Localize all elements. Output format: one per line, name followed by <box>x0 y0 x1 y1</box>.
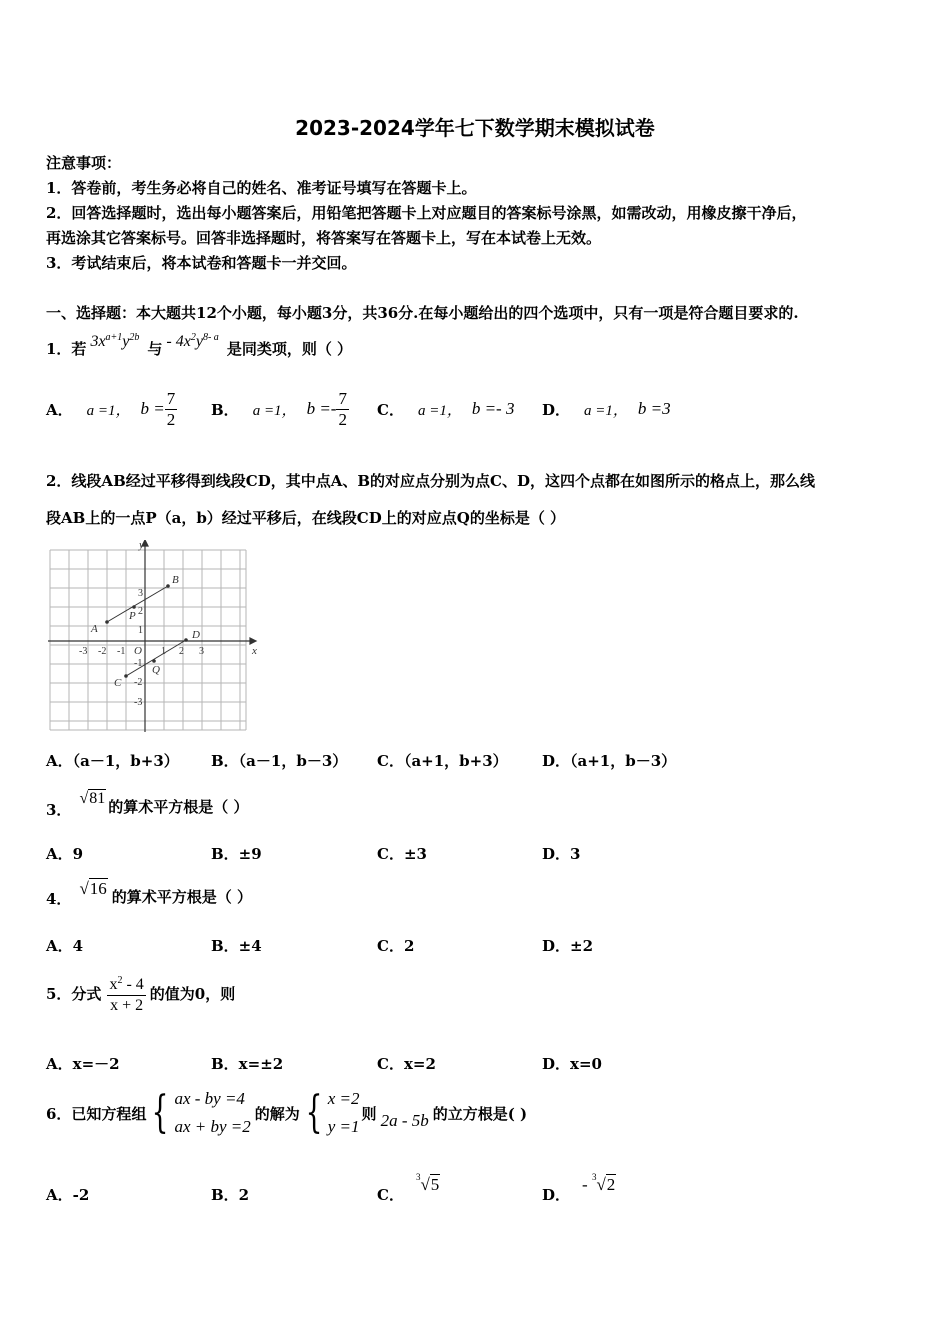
y-axis-label: y <box>139 540 144 551</box>
question-3-sqrt: √81 <box>79 790 106 807</box>
notice-item-3: 3．考试结束后，将本试卷和答题卡一并交回。 <box>46 254 357 272</box>
q1-option-d[interactable]: D． a =1， b =3 <box>542 399 671 419</box>
question-5-tail: 的值为0，则 <box>149 984 236 1003</box>
y-tick-neg3: -3 <box>134 697 143 708</box>
q2-option-b[interactable]: B．（a－1，b－3） <box>211 752 348 770</box>
q6-option-d[interactable]: D． - $^3$√2 <box>542 1171 616 1204</box>
page-title: 2023-2024学年七下数学期末模拟试卷 <box>295 116 655 140</box>
question-1 <box>46 328 352 368</box>
y-tick-neg1: -1 <box>134 658 143 669</box>
y-tick-3: 3 <box>138 588 143 599</box>
q6-option-d-cuberoot: - $^3$√2 <box>582 1171 616 1194</box>
question-3 <box>46 786 248 822</box>
y-tick-neg2: -2 <box>134 677 143 688</box>
q3-option-a[interactable]: A．9 <box>46 845 84 863</box>
x-tick-2: 2 <box>179 646 184 657</box>
q6-option-c-cuberoot: $^3$√5 <box>415 1171 440 1194</box>
q3-option-d[interactable]: D．3 <box>542 845 581 863</box>
question-5-number: 5．分式 <box>46 984 102 1003</box>
question-4-tail: 的算术平方根是（ ） <box>111 887 253 906</box>
question-6-mid: 的解为 <box>254 1104 300 1123</box>
question-6-system-2: { x =2 y =1 <box>305 1087 360 1138</box>
q2-option-a[interactable]: A．（a－1，b+3） <box>46 752 179 770</box>
x-tick-3: 3 <box>199 646 204 657</box>
point-a <box>105 620 109 624</box>
segments <box>107 586 186 676</box>
q3-option-b[interactable]: B．±9 <box>211 845 262 863</box>
notice-item-1: 1．答卷前，考生务必将自己的姓名、准考证号填写在答题卡上。 <box>46 179 477 197</box>
question-4-number: 4． <box>46 889 72 908</box>
point-p <box>132 605 136 609</box>
q2-option-c[interactable]: C．（a+1，b+3） <box>377 752 508 770</box>
q1-option-a[interactable]: A． a =1， b = $\frac{7}{2}$ <box>46 388 176 429</box>
question-4 <box>46 874 252 910</box>
q6-option-b[interactable]: B．2 <box>211 1186 250 1204</box>
q4-option-a[interactable]: A．4 <box>46 937 84 955</box>
q5-option-c[interactable]: C．x=2 <box>377 1055 436 1073</box>
x-axis-label: x <box>252 645 257 657</box>
label-p: P <box>129 610 136 622</box>
question-3-tail: 的算术平方根是（ ） <box>108 797 249 816</box>
x-tick-1: 1 <box>161 646 166 657</box>
question-5 <box>46 968 235 1018</box>
origin-label: O <box>134 645 142 657</box>
q3-option-c[interactable]: C．±3 <box>377 845 427 863</box>
label-c: C <box>114 677 122 689</box>
x-tick-neg1: -1 <box>117 646 126 657</box>
point-b <box>166 584 170 588</box>
question-4-sqrt: √16 <box>79 879 107 898</box>
q6-option-c[interactable]: C． $^3$√5 <box>377 1171 440 1204</box>
label-d: D <box>192 629 200 641</box>
point-d <box>184 638 188 642</box>
label-b: B <box>172 574 179 586</box>
q4-option-d[interactable]: D．±2 <box>542 937 594 955</box>
q4-option-b[interactable]: B．±4 <box>211 937 262 955</box>
question-6 <box>46 1082 527 1144</box>
point-c <box>124 674 128 678</box>
y-tick-1: 1 <box>138 625 143 636</box>
notice-heading: 注意事项： <box>46 154 122 172</box>
q5-option-b[interactable]: B．x=±2 <box>211 1055 284 1073</box>
q5-option-a[interactable]: A．x=－2 <box>46 1055 120 1073</box>
question-6-then: 则 <box>361 1104 377 1123</box>
grid-lines <box>50 550 246 730</box>
notice-item-2: 2．回答选择题时，选出每小题答案后，用铅笔把答题卡上对应题目的答案标号涂黑，如需改动，用橡皮擦干净后， <box>46 204 807 222</box>
x-tick-neg2: -2 <box>98 646 107 657</box>
q4-option-c[interactable]: C．2 <box>377 937 415 955</box>
q5-option-d[interactable]: D．x=0 <box>542 1055 602 1073</box>
question-6-system-1: { ax - by =4 ax + by =2 <box>152 1087 251 1138</box>
q2-option-d[interactable]: D．（a+1，b－3） <box>542 752 677 770</box>
x-tick-neg3: -3 <box>79 646 88 657</box>
q6-option-a[interactable]: A．-2 <box>46 1186 90 1204</box>
question-5-fraction: $\frac{x^2 - 4}{x + 2}$ <box>107 971 145 1016</box>
question-3-number: 3． <box>46 800 72 819</box>
question-1-mid: 与 <box>147 339 163 358</box>
label-a: A <box>91 623 98 635</box>
question-1-expr2: - $4x^2y^{8- a}$ <box>166 331 219 350</box>
q1-option-b[interactable]: B． a =1， b =- $\frac{7}{2}$ <box>211 388 347 429</box>
question-1-number: 1．若 <box>46 339 87 358</box>
question-1-options <box>46 384 906 434</box>
section-heading: 一、选择题：本大题共12个小题，每小题3分，共36分.在每小题给出的四个选项中，只有一项是符合题目要求的. <box>46 304 799 322</box>
question-6-number: 6．已知方程组 <box>46 1104 147 1123</box>
question-1-tail: 是同类项，则（ ） <box>226 339 353 358</box>
coordinate-grid-figure <box>46 540 258 736</box>
point-q <box>152 659 156 663</box>
question-6-tail: 的立方根是( ) <box>432 1104 528 1123</box>
question-2-line-2: 段AB上的一点P（a，b）经过平移后，在线段CD上的对应点Q的坐标是（ ） <box>46 509 566 527</box>
q1-option-c[interactable]: C． a =1， b =- 3 <box>377 399 515 419</box>
y-tick-2: 2 <box>138 606 143 617</box>
label-q: Q <box>152 664 160 676</box>
notice-item-2-cont: 再选涂其它答案标号。回答非选择题时，将答案写在答题卡上，写在本试卷上无效。 <box>46 229 602 247</box>
question-1-expr1: $3x^{a+1}y^{2b}$ <box>90 331 140 350</box>
question-6-expr: 2a - 5b <box>380 1111 429 1130</box>
question-2-line-1: 2．线段AB经过平移得到线段CD，其中点A、B的对应点分别为点C、D，这四个点都在如图所示的格点上，那么线 <box>46 472 815 490</box>
